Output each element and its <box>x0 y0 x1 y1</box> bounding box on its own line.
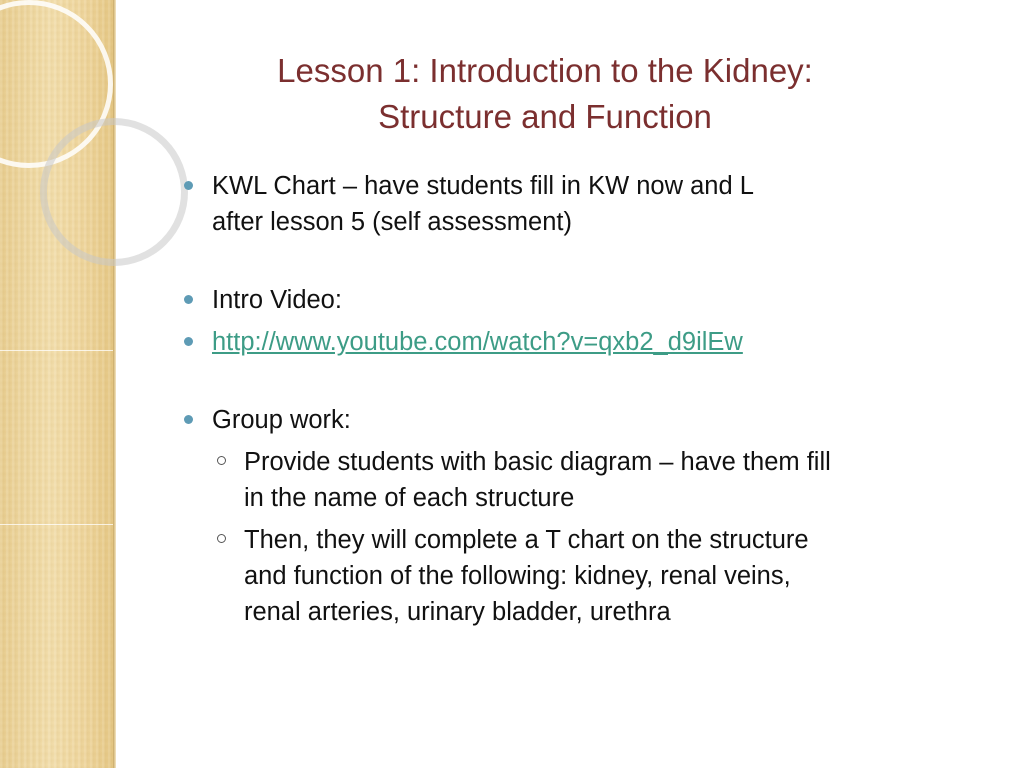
bullet-item-kwl-chart <box>180 168 1000 240</box>
slide-title-line: Structure and Function <box>378 98 712 135</box>
sub-bullet-text: Provide students with basic diagram – have them fill <box>244 448 831 476</box>
bullet-dot-icon <box>184 415 193 424</box>
sub-bullet-item-diagram <box>180 444 1000 516</box>
bullet-item-group-work <box>180 402 1000 438</box>
bullet-text: after lesson 5 (self assessment) <box>212 208 572 236</box>
bullet-item-intro-video <box>180 282 1000 318</box>
panel-divider-line <box>0 524 113 525</box>
bullet-dot-icon <box>184 181 193 190</box>
bullet-text: Group work: <box>212 406 351 434</box>
bullet-item-video-link <box>180 324 1000 360</box>
bullet-text: Intro Video: <box>212 286 342 314</box>
sub-bullet-text: in the name of each structure <box>244 484 575 512</box>
bullet-text: KWL Chart – have students fill in KW now and L <box>212 172 754 200</box>
slide-body <box>180 168 1000 630</box>
sub-bullet-item-t-chart <box>180 522 1000 630</box>
sub-bullet-text: Then, they will complete a T chart on the structure <box>244 526 809 554</box>
youtube-video-link[interactable]: http://www.youtube.com/watch?v=qxb2_d9ilEw <box>212 328 743 356</box>
slide-title <box>150 48 940 140</box>
decorative-ring-icon <box>40 118 188 266</box>
panel-divider-line <box>0 350 113 351</box>
sub-bullet-ring-icon <box>217 534 226 543</box>
slide-title-line: Lesson 1: Introduction to the Kidney: <box>277 52 813 89</box>
bullet-dot-icon <box>184 337 193 346</box>
sub-bullet-ring-icon <box>217 456 226 465</box>
sub-bullet-text: renal arteries, urinary bladder, urethra <box>244 598 671 626</box>
side-panel-edge <box>113 0 116 768</box>
sub-bullet-text: and function of the following: kidney, renal veins, <box>244 562 791 590</box>
bullet-dot-icon <box>184 295 193 304</box>
